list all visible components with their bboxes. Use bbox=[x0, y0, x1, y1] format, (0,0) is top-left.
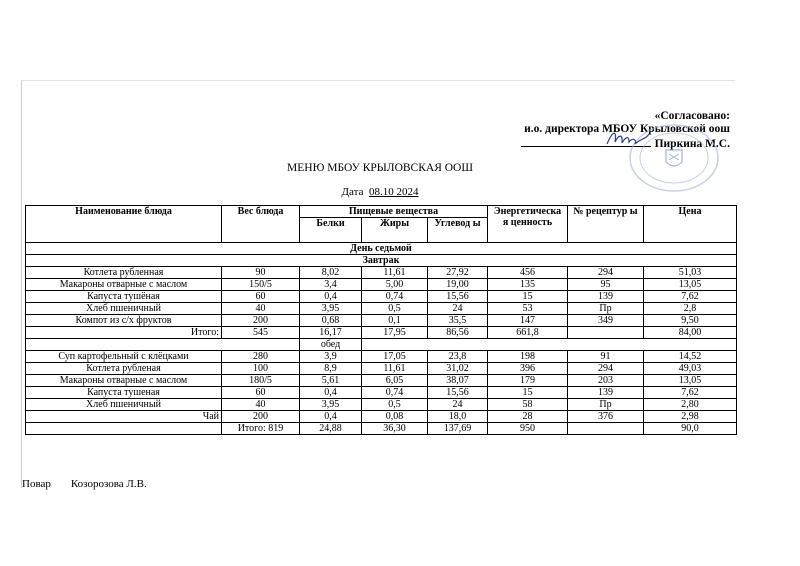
cell-fat: 17,05 bbox=[362, 351, 428, 363]
cell-recipe: 294 bbox=[568, 363, 644, 375]
cell-carbs: 38,07 bbox=[428, 375, 488, 387]
cell-protein: 3,4 bbox=[300, 279, 362, 291]
col-energy-header: Энергетическа я ценность bbox=[488, 206, 568, 243]
table-row bbox=[26, 399, 737, 411]
col-carbs-header: Углевод ы bbox=[428, 218, 488, 243]
total-cell: 24,88 bbox=[300, 423, 362, 435]
cell-fat: 5,00 bbox=[362, 279, 428, 291]
total-cell: 16,17 bbox=[300, 327, 362, 339]
total-cell: 86,56 bbox=[428, 327, 488, 339]
cell-recipe: 139 bbox=[568, 291, 644, 303]
cell-fat: 11,61 bbox=[362, 363, 428, 375]
cell-weight: 150/5 bbox=[222, 279, 300, 291]
cell-energy: 15 bbox=[488, 291, 568, 303]
cell-protein: 5,61 bbox=[300, 375, 362, 387]
cell-protein: 3,95 bbox=[300, 303, 362, 315]
cell-energy: 58 bbox=[488, 399, 568, 411]
cell-carbs: 27,92 bbox=[428, 267, 488, 279]
cell-fat: 0,1 bbox=[362, 315, 428, 327]
total-cell: 137,69 bbox=[428, 423, 488, 435]
cell-dish-name: Хлеб пшеничный bbox=[26, 303, 222, 315]
handwritten-signature bbox=[605, 128, 651, 150]
approval-position: и.о. директора МБОУ Крыловской оош bbox=[524, 123, 730, 135]
cell-price: 14,52 bbox=[644, 351, 737, 363]
cell-fat: 6,05 bbox=[362, 375, 428, 387]
cell-recipe: Пр bbox=[568, 303, 644, 315]
table-row bbox=[26, 375, 737, 387]
table-row bbox=[26, 291, 737, 303]
footer-name: Козорозова Л.В. bbox=[70, 478, 147, 490]
cell-energy: 198 bbox=[488, 351, 568, 363]
cell-dish-name: Хлеб пшеничный bbox=[26, 399, 222, 411]
breakfast-section-row-label: Завтрак bbox=[26, 255, 737, 267]
cell-weight: 60 bbox=[222, 291, 300, 303]
cell-dish-name: Чай bbox=[26, 411, 222, 423]
total-cell bbox=[568, 423, 644, 435]
empty-cell bbox=[26, 339, 300, 351]
col-nutrients-header: Пищевые вещества bbox=[300, 206, 488, 218]
cell-energy: 28 bbox=[488, 411, 568, 423]
cell-energy: 15 bbox=[488, 387, 568, 399]
cell-energy: 456 bbox=[488, 267, 568, 279]
header-row bbox=[26, 206, 737, 218]
cell-fat: 0,74 bbox=[362, 387, 428, 399]
cell-carbs: 18,0 bbox=[428, 411, 488, 423]
cell-carbs: 35,5 bbox=[428, 315, 488, 327]
table-row bbox=[26, 303, 737, 315]
cell-carbs: 23,8 bbox=[428, 351, 488, 363]
cell-price: 7,62 bbox=[644, 387, 737, 399]
cell-energy: 135 bbox=[488, 279, 568, 291]
col-price-header: Цена bbox=[644, 206, 737, 243]
cell-dish-name: Капуста тушеная bbox=[26, 387, 222, 399]
cell-price: 2,80 bbox=[644, 399, 737, 411]
cell-weight: 40 bbox=[222, 303, 300, 315]
cell-price: 49,03 bbox=[644, 363, 737, 375]
cell-weight: 200 bbox=[222, 315, 300, 327]
cell-carbs: 15,56 bbox=[428, 291, 488, 303]
date-label: Дата bbox=[341, 186, 364, 198]
cell-protein: 3,95 bbox=[300, 399, 362, 411]
cell-protein: 0,68 bbox=[300, 315, 362, 327]
day-row bbox=[26, 243, 737, 255]
cell-carbs: 24 bbox=[428, 303, 488, 315]
col-recipe-header: № рецептур ы bbox=[568, 206, 644, 243]
cell-fat: 0,74 bbox=[362, 291, 428, 303]
cell-dish-name: Макароны отварные с маслом bbox=[26, 279, 222, 291]
lunch-total-row bbox=[26, 423, 737, 435]
menu-table bbox=[25, 205, 737, 435]
footer-signature bbox=[22, 478, 167, 490]
cell-protein: 8,02 bbox=[300, 267, 362, 279]
cell-price: 13,05 bbox=[644, 279, 737, 291]
cell-dish-name: Котлета рубленая bbox=[26, 363, 222, 375]
table-row bbox=[26, 279, 737, 291]
cell-price: 2,8 bbox=[644, 303, 737, 315]
cell-recipe: 376 bbox=[568, 411, 644, 423]
lunch-section-label: обед bbox=[300, 339, 362, 351]
total-cell: 36,30 bbox=[362, 423, 428, 435]
total-cell: 661,8 bbox=[488, 327, 568, 339]
cell-recipe: 95 bbox=[568, 279, 644, 291]
cell-recipe: 203 bbox=[568, 375, 644, 387]
table-row bbox=[26, 387, 737, 399]
approval-title: «Согласовано: bbox=[654, 110, 730, 122]
cell-carbs: 31,02 bbox=[428, 363, 488, 375]
total-cell bbox=[26, 423, 222, 435]
total-cell: Итого: 819 bbox=[222, 423, 300, 435]
total-cell: 90,0 bbox=[644, 423, 737, 435]
total-cell: 545 bbox=[222, 327, 300, 339]
approval-signer-name: Пиркина М.С. bbox=[654, 138, 730, 150]
table-row bbox=[26, 363, 737, 375]
total-cell: 950 bbox=[488, 423, 568, 435]
cell-weight: 90 bbox=[222, 267, 300, 279]
cell-recipe: 91 bbox=[568, 351, 644, 363]
cell-protein: 0,4 bbox=[300, 387, 362, 399]
footer-role: Повар bbox=[22, 478, 51, 490]
cell-energy: 147 bbox=[488, 315, 568, 327]
document-date bbox=[0, 186, 760, 198]
empty-cell bbox=[362, 339, 737, 351]
document-title: МЕНЮ МБОУ КРЫЛОВСКАЯ ООШ bbox=[287, 162, 473, 174]
cell-protein: 3,9 bbox=[300, 351, 362, 363]
total-cell bbox=[568, 327, 644, 339]
cell-protein: 0,4 bbox=[300, 411, 362, 423]
cell-carbs: 15,56 bbox=[428, 387, 488, 399]
breakfast-total-row bbox=[26, 327, 737, 339]
cell-recipe: 349 bbox=[568, 315, 644, 327]
table-row bbox=[26, 315, 737, 327]
total-cell: 17,95 bbox=[362, 327, 428, 339]
cell-price: 51,03 bbox=[644, 267, 737, 279]
cell-price: 13,05 bbox=[644, 375, 737, 387]
cell-dish-name: Котлета рубленная bbox=[26, 267, 222, 279]
cell-carbs: 24 bbox=[428, 399, 488, 411]
table-row bbox=[26, 351, 737, 363]
cell-energy: 179 bbox=[488, 375, 568, 387]
cell-fat: 0,5 bbox=[362, 303, 428, 315]
cell-recipe: 294 bbox=[568, 267, 644, 279]
cell-weight: 180/5 bbox=[222, 375, 300, 387]
cell-weight: 100 bbox=[222, 363, 300, 375]
cell-energy: 53 bbox=[488, 303, 568, 315]
total-cell: Итого: bbox=[26, 327, 222, 339]
table-row bbox=[26, 411, 737, 423]
cell-protein: 8,9 bbox=[300, 363, 362, 375]
cell-price: 7,62 bbox=[644, 291, 737, 303]
cell-dish-name: Макароны отварные с маслом bbox=[26, 375, 222, 387]
cell-dish-name: Компот из с/х фруктов bbox=[26, 315, 222, 327]
cell-recipe: Пр bbox=[568, 399, 644, 411]
lunch-section-row bbox=[26, 339, 737, 351]
cell-fat: 11,61 bbox=[362, 267, 428, 279]
cell-weight: 280 bbox=[222, 351, 300, 363]
cell-weight: 40 bbox=[222, 399, 300, 411]
cell-price: 9,50 bbox=[644, 315, 737, 327]
cell-recipe: 139 bbox=[568, 387, 644, 399]
col-name-header: Наименование блюда bbox=[26, 206, 222, 243]
cell-dish-name: Капуста тушёная bbox=[26, 291, 222, 303]
cell-fat: 0,08 bbox=[362, 411, 428, 423]
table-row bbox=[26, 267, 737, 279]
cell-protein: 0,4 bbox=[300, 291, 362, 303]
cell-weight: 60 bbox=[222, 387, 300, 399]
col-weight-header: Вес блюда bbox=[222, 206, 300, 243]
cell-weight: 200 bbox=[222, 411, 300, 423]
day-row-label: День седьмой bbox=[26, 243, 737, 255]
col-fat-header: Жиры bbox=[362, 218, 428, 243]
cell-dish-name: Суп картофельный с клёцками bbox=[26, 351, 222, 363]
total-cell: 84,00 bbox=[644, 327, 737, 339]
cell-energy: 396 bbox=[488, 363, 568, 375]
cell-carbs: 19,00 bbox=[428, 279, 488, 291]
col-protein-header: Белки bbox=[300, 218, 362, 243]
cell-price: 2,98 bbox=[644, 411, 737, 423]
cell-fat: 0,5 bbox=[362, 399, 428, 411]
date-value: 08.10 2024 bbox=[368, 186, 419, 198]
breakfast-section-row bbox=[26, 255, 737, 267]
